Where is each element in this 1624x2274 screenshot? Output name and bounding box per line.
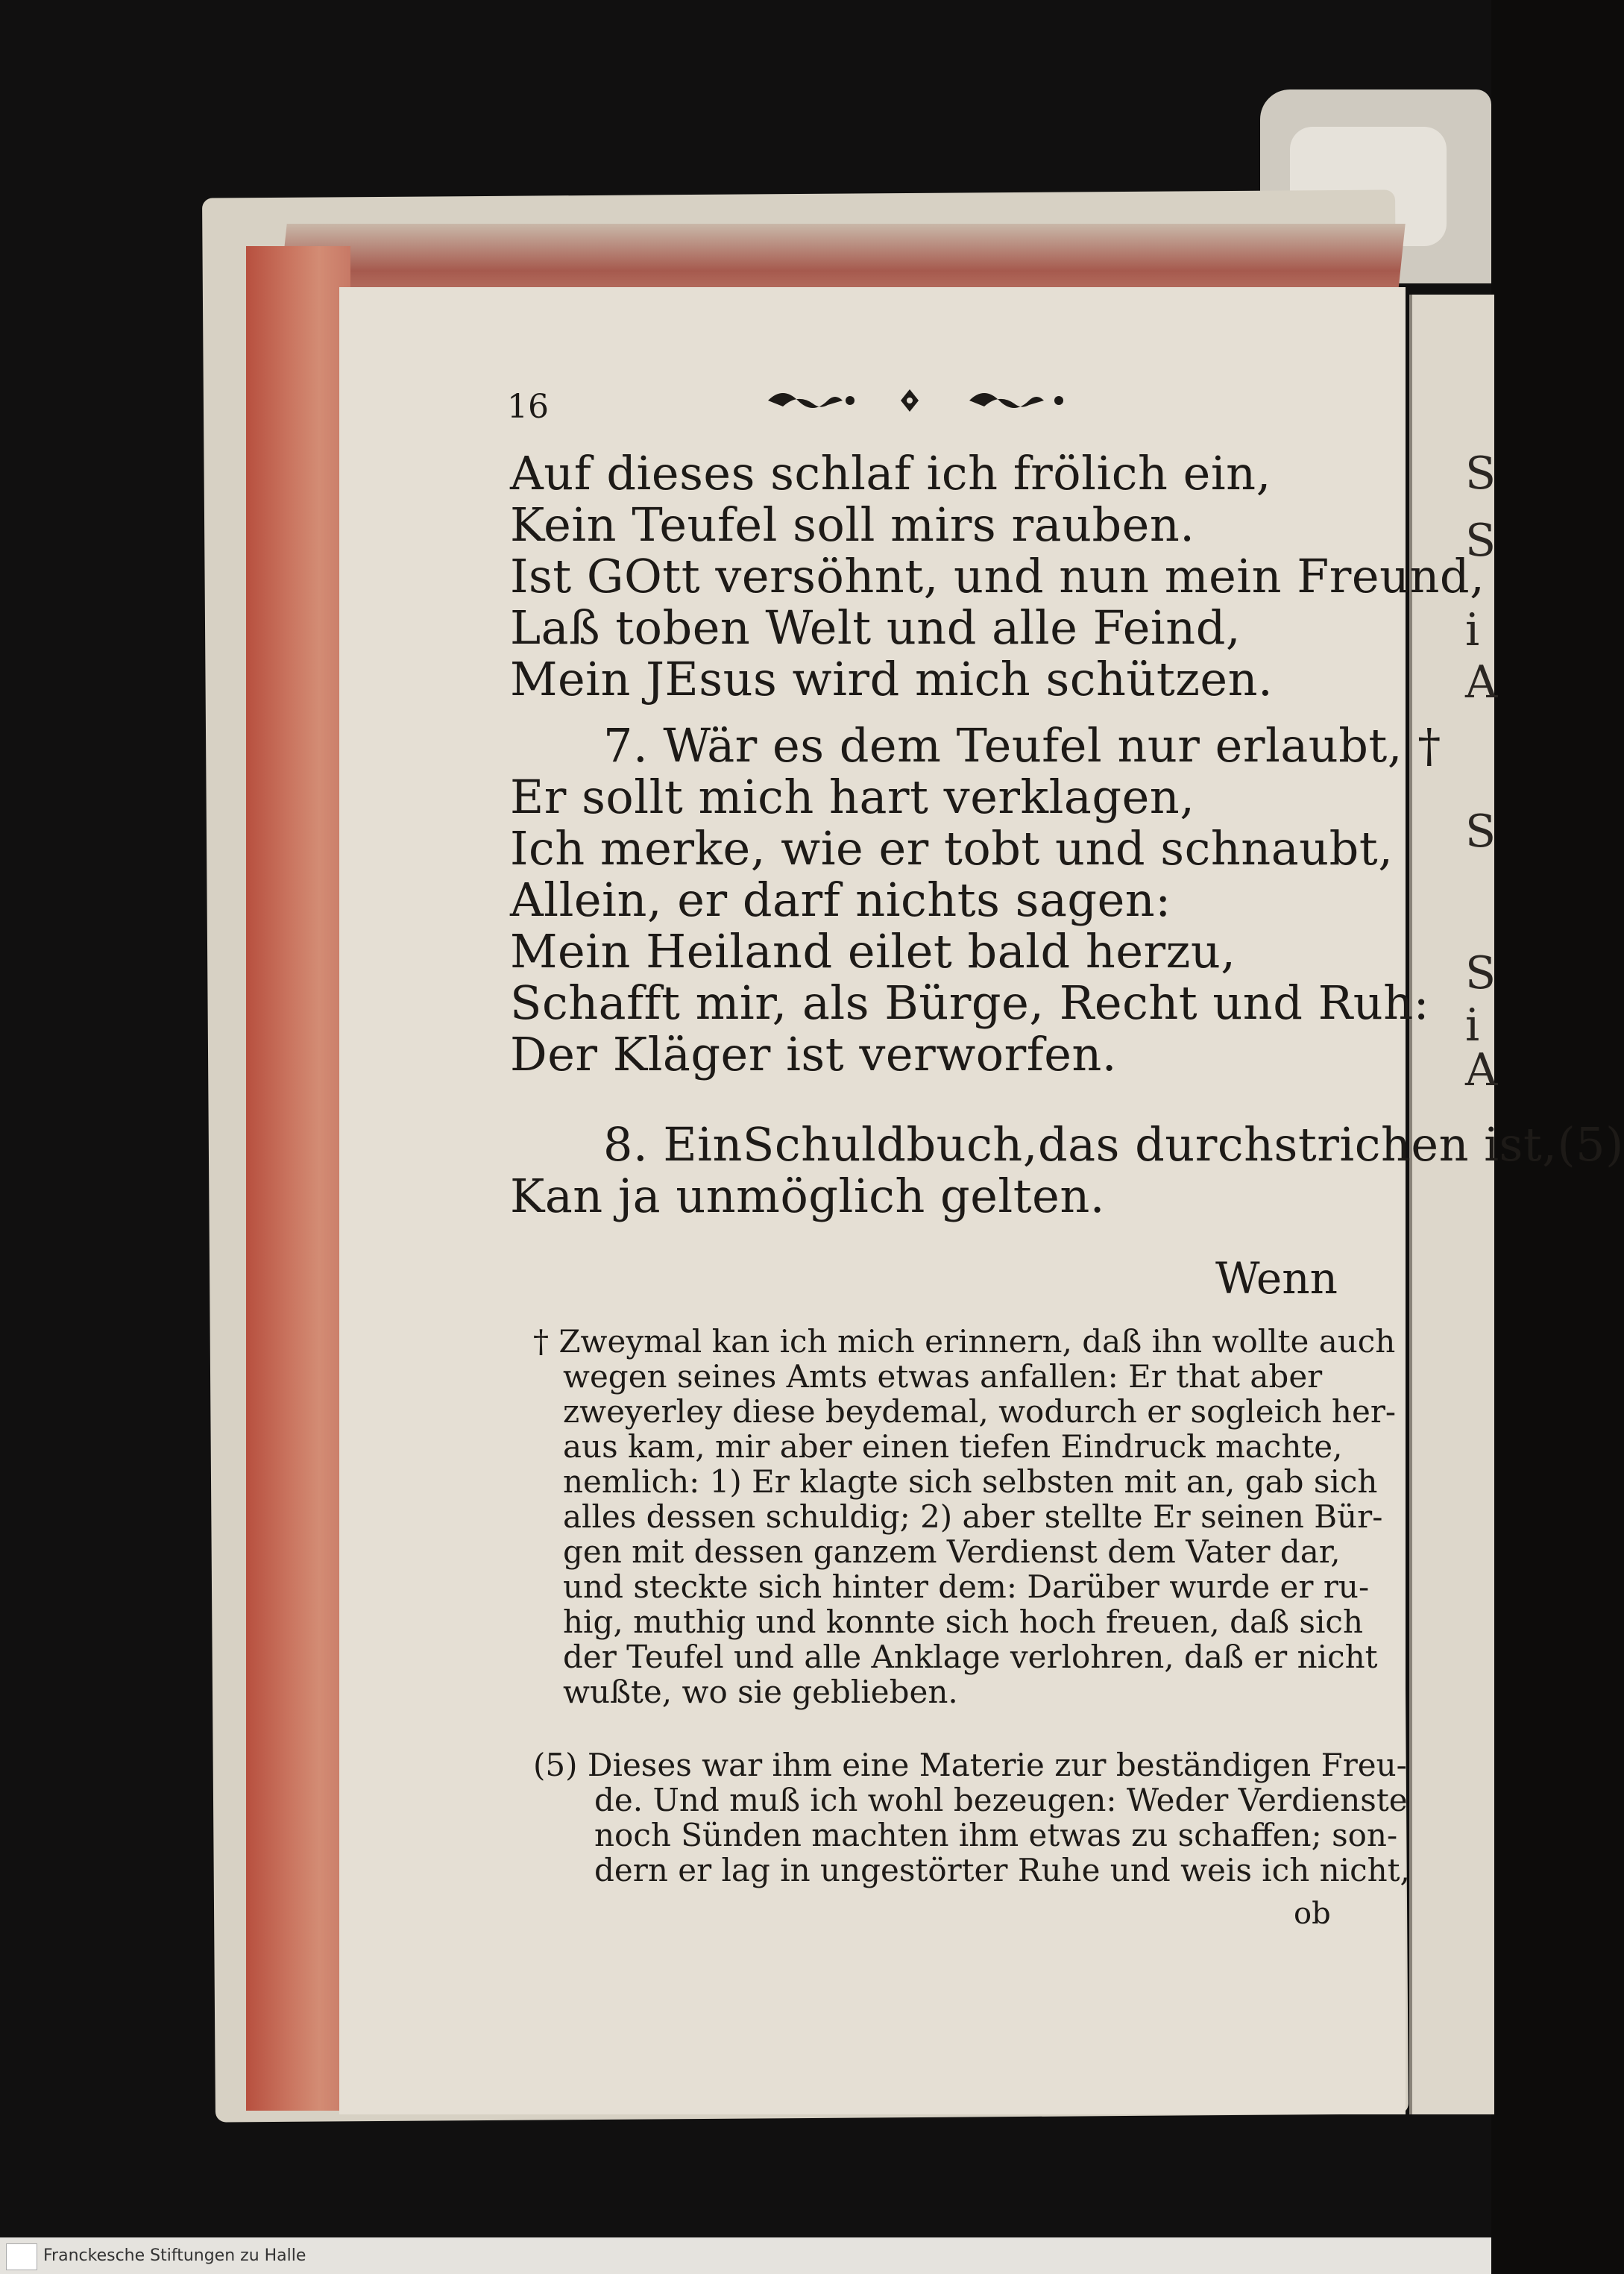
verse-line: Mein Heiland eilet bald herzu, — [510, 924, 1236, 979]
footnote-line: wegen seines Amts etwas anfallen: Er that aber — [563, 1358, 1323, 1395]
ornament-icon — [753, 382, 1096, 419]
footnote-line: de. Und muß ich wohl bezeugen: Weder Verdienste — [594, 1782, 1408, 1818]
footnote-line: zweyerley diese beydemal, wodurch er sogleich her- — [563, 1393, 1397, 1430]
verse-6 — [510, 447, 1485, 705]
footnote-line: noch Sünden machten ihm etwas zu schaffen; son- — [594, 1817, 1398, 1853]
verse-line: Auf dieses schlaf ich frölich ein, — [510, 446, 1271, 500]
institution-logo-icon — [6, 2243, 37, 2270]
page-edge-left — [246, 246, 350, 2111]
verse-line: Ist GOtt versöhnt, und nun mein Freund, — [510, 549, 1485, 603]
verse-line: Kein Teufel soll mirs rauben. — [510, 497, 1195, 552]
verse-line: 8. EinSchuldbuch,das durchstrichen ist,(5) — [603, 1117, 1624, 1172]
facing-page-letter: S — [1465, 805, 1496, 858]
verse-line: Allein, er darf nichts sagen: — [510, 873, 1171, 927]
verse-8 — [510, 1119, 1624, 1222]
verse-7 — [510, 720, 1441, 1080]
footnote-5 — [533, 1747, 1410, 1888]
footnote-line: alles dessen schuldig; 2) aber stellte Er seinen Bür- — [563, 1498, 1383, 1535]
verse-line: Laß toben Welt und alle Feind, — [510, 600, 1241, 655]
footnote-line: † Zweymal kan ich mich erinnern, daß ihn wollte auch — [533, 1323, 1396, 1360]
footnote-line: und steckte sich hinter dem: Darüber wurde er ru- — [563, 1568, 1370, 1605]
footnote-catchword: ob — [1294, 1897, 1331, 1931]
facing-page-letter: A — [1465, 1044, 1498, 1096]
footnote-line: gen mit dessen ganzem Verdienst dem Vater dar, — [563, 1533, 1341, 1570]
facing-page-letter: A — [1465, 656, 1498, 709]
footnote-line: (5) Dieses war ihm eine Materie zur beständigen Freu- — [533, 1747, 1407, 1783]
catchword: Wenn — [1215, 1253, 1338, 1304]
verse-line: Ich merke, wie er tobt und schnaubt, — [510, 821, 1394, 876]
page-number: 16 — [507, 388, 549, 426]
verse-line: 7. Wär es dem Teufel nur erlaubt, † — [603, 718, 1441, 773]
footnote-line: aus kam, mir aber einen tiefen Eindruck machte, — [563, 1428, 1343, 1465]
verse-line: Kan ja unmöglich gelten. — [510, 1169, 1105, 1223]
verse-line: Er sollt mich hart verklagen, — [510, 770, 1195, 824]
footnote-line: nemlich: 1) Er klagte sich selbsten mit an, gab sich — [563, 1463, 1378, 1500]
footnote-line: hig, muthig und konnte sich hoch freuen, daß sich — [563, 1604, 1363, 1640]
footnote-line: dern er lag in ungestörter Ruhe und weis ich nicht, — [594, 1852, 1410, 1888]
verse-line: Schafft mir, als Bürge, Recht und Ruh: — [510, 976, 1430, 1030]
facing-page-letter: S — [1465, 947, 1496, 999]
verse-line: Mein JEsus wird mich schützen. — [510, 652, 1274, 706]
page-edge-top — [280, 224, 1405, 291]
footnote-dagger — [533, 1323, 1397, 1710]
facing-page-letter: i — [1465, 604, 1480, 656]
institution-credit: Franckesche Stiftungen zu Halle — [43, 2246, 306, 2265]
footnote-line: der Teufel und alle Anklage verlohren, daß er nicht — [563, 1639, 1378, 1675]
verse-line: Der Kläger ist verworfen. — [510, 1027, 1118, 1081]
facing-page-letter: S — [1465, 447, 1496, 500]
facing-page-letter: i — [1465, 999, 1480, 1052]
facing-page-letter: S — [1465, 515, 1496, 567]
footnote-line: wußte, wo sie geblieben. — [563, 1674, 958, 1710]
